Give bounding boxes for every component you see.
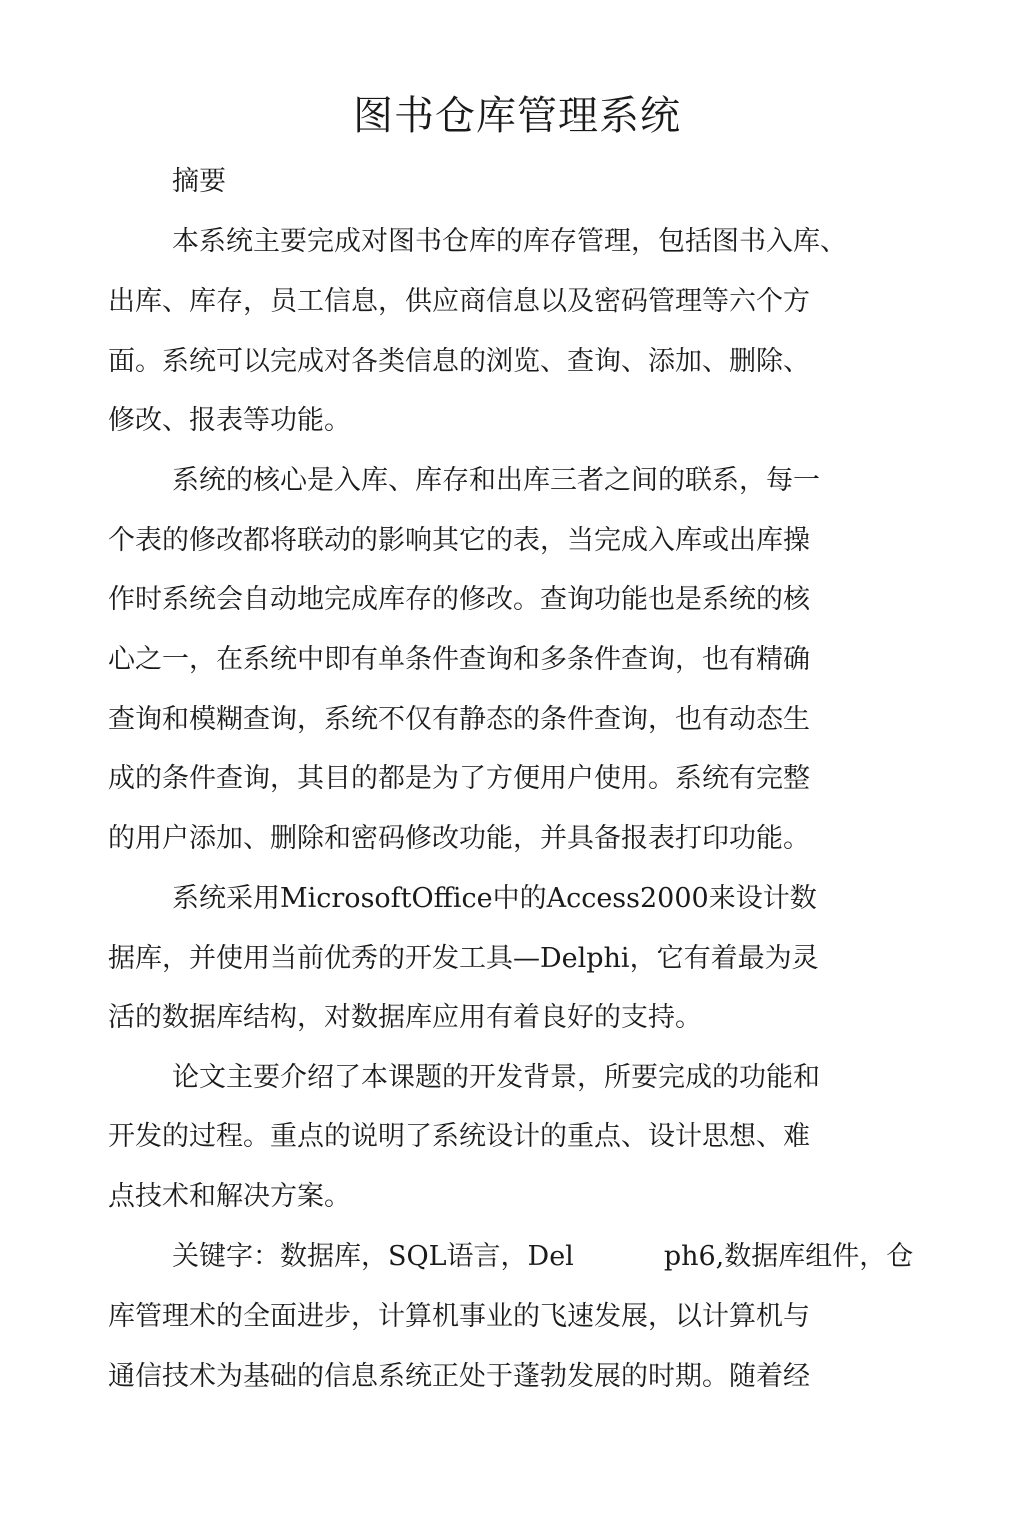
paragraph-line: 据库，并使用当前优秀的开发工具—Delphi，它有着最为灵 (108, 943, 819, 974)
paragraph-line: 作时系统会自动地完成库存的修改。查询功能也是系统的核 (108, 584, 810, 615)
paragraph-line: 库管理术的全面进步，计算机事业的飞速发展，以计算机与 (108, 1301, 810, 1332)
paragraph-line: 活的数据库结构，对数据库应用有着良好的支持。 (108, 1002, 702, 1033)
paragraph-line: 通信技术为基础的信息系统正处于蓬勃发展的时期。随着经 (108, 1361, 810, 1392)
keywords-line (172, 1237, 913, 1277)
paragraph-line: 的用户添加、删除和密码修改功能，并具备报表打印功能。 (108, 823, 810, 854)
paragraph-line: 点技术和解决方案。 (108, 1181, 351, 1212)
paragraph-line: 修改、报表等功能。 (108, 405, 351, 436)
paragraph-line: 成的条件查询，其目的都是为了方便用户使用。系统有完整 (108, 763, 810, 794)
paragraph-line: 个表的修改都将联动的影响其它的表，当完成入库或出库操 (108, 525, 810, 556)
paragraph-line: 开发的过程。重点的说明了系统设计的重点、设计思想、难 (108, 1121, 810, 1152)
paragraph-line: 面。系统可以完成对各类信息的浏览、查询、添加、删除、 (108, 346, 810, 377)
paragraph-line: 系统采用MicrosoftOffice中的Access2000来设计数 (172, 883, 817, 914)
paragraph-line: 系统的核心是入库、库存和出库三者之间的联系，每一 (172, 465, 820, 496)
paragraph-line: 本系统主要完成对图书仓库的库存管理，包括图书入库、 (172, 226, 847, 257)
abstract-heading: 摘要 (172, 166, 226, 197)
paragraph-line: 出库、库存，员工信息，供应商信息以及密码管理等六个方 (108, 286, 810, 317)
paragraph-line: 心之一，在系统中即有单条件查询和多条件查询，也有精确 (108, 644, 810, 675)
document-title: 图书仓库管理系统 (353, 93, 681, 139)
keywords-part-2: ph6,数据库组件，仓 (663, 1241, 914, 1272)
paragraph-line: 论文主要介绍了本课题的开发背景，所要完成的功能和 (172, 1062, 820, 1093)
paragraph-line: 查询和模糊查询，系统不仅有静态的条件查询，也有动态生 (108, 704, 810, 735)
keywords-part-1: 关键字：数据库，SQL语言，Del (172, 1241, 574, 1272)
